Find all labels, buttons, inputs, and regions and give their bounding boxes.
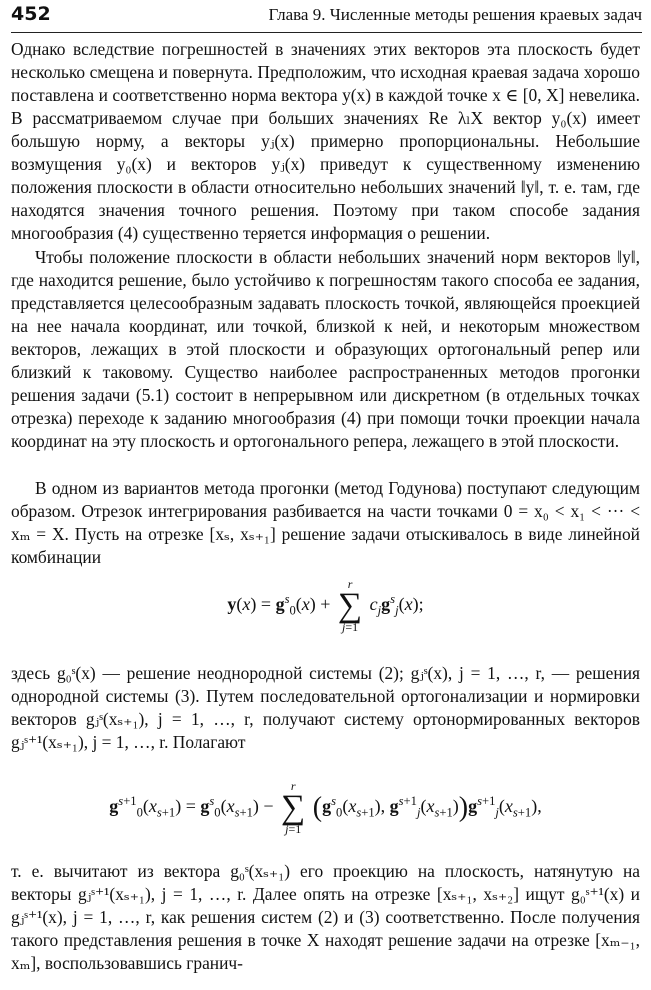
paragraph-5: т. е. вычитают из вектора g₀ˢ(xₛ₊₁) его проекцию на плоскость, натянутую на векторы gⱼˢ⁺¹(xₛ₊₁), j = 1, …, r. Далее опять на отрезке [xₛ₊₁, xₛ₊₂] ищут g₀ˢ⁺¹(x) и gⱼˢ⁺¹(x), j = 1, …, r, как решения систем (2) и (3) соответственно. После получения такого представления решения в точке X находят решение задачи на отрезке [xₘ₋₁, xₘ], воспользовавшись гранич-: [11, 861, 640, 973]
equation-orthogonalization: $g^{s+1}_0(x_{s+1}) = g^s_0(x_{s+1}) - r$ ∑ j=1 ($g^s_0(x_{s+1})$, $g^{s+1}_j(x_{s+1}))g^{s+1}_j(x_{s+1})$,: [109, 779, 542, 836]
page-header: [11, 2, 642, 33]
running-title: Глава 9. Численные методы решения краевых задач: [268, 5, 642, 24]
paragraph-4: здесь g₀ˢ(x) — решение неоднородной системы (2); gⱼˢ(x), j = 1, …, r, — решения однородной системы (3). Путем последовательной ортогонализации и нормировки векторов gⱼˢ(xₛ₊₁), j = 1, …, r, получают систему ортонормированных векторов gⱼˢ⁺¹(xₛ₊₁), j = 1, …, r. Полагают: [11, 663, 640, 752]
page-number: 452: [11, 3, 51, 25]
paragraph-3: В одном из вариантов метода прогонки (метод Годунова) поступают следующим образом. Отрезок интегрирования разбивается на части точками 0 = x₀ < x₁ < ··· < xₘ = X. Пусть на отрезке [xₛ, xₛ₊₁] решение задачи отыскивалось в виде линейной комбинации: [11, 478, 640, 567]
paragraph-2: Чтобы положение плоскости в области небольших значений норм векторов ‖y‖, где находится решение, было устойчиво к погрешностям такого способа ее задания, представляется целесообразным задавать плоскость точкой, являющейся проекцией на нее начала координат, или точкой, близкой к ней, и некоторым множеством векторов, лежащих в этой плоскости и образующих ортогональный репер или близкий к таковому. Существо наиболее распространенных методов прогонки решения задачи (5.1) состоит в непрерывном или дискретном (в отдельных точках отрезка) переходе к заданию многообразия (4) при помощи точки проекции начала координат на эту плоскость и ортогонального репера, лежащего в этой плоскости.: [11, 247, 640, 451]
equation-linear-combination: $y(x) = g^s_0(x) + r$ ∑ j=1 $c_jg^s_j(x)$;: [227, 577, 424, 634]
paragraph-1: Однако вследствие погрешностей в значениях этих векторов эта плоскость будет несколько смещена и повернута. Предположим, что исходная краевая задача хорошо поставлена и соответственно норма вектора y(x) в каждой точке x ∈ [0, X] невелика. В рассматриваемом случае при больших значениях Re λₗX вектор y₀(x) имеет большую норму, а векторы yⱼ(x) примерно пропорциональны. Небольшие возмущения y₀(x) и векторов yⱼ(x) приведут к существенному изменению положения плоскости в области относительно небольших значений ‖y‖, т. е. там, где находятся значения точного решения. Поэтому при таком способе задания многообразия (4) существенно теряется информация о решении.: [11, 39, 640, 243]
